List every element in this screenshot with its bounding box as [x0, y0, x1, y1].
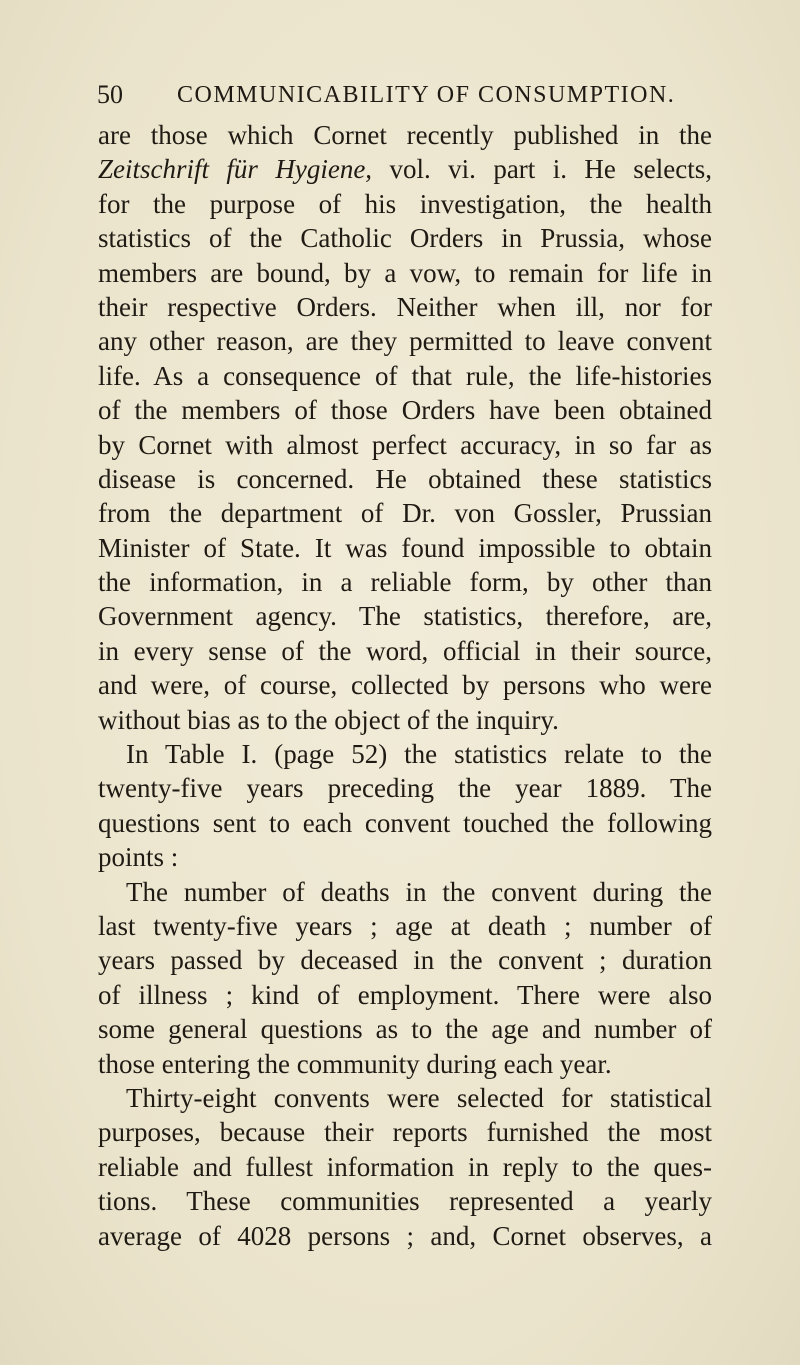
text-line: last twenty-five years ; age at death ; number of [98, 910, 712, 941]
text-line: from the department of Dr. von Gossler, Prussian [98, 498, 712, 529]
text-line: In Table I. (page 52) the statistics relate to the [126, 739, 712, 770]
text-line: some general questions as to the age and number of [98, 1014, 712, 1045]
text-line: the information, in a reliable form, by other than [98, 567, 712, 598]
text-line: purposes, because their reports furnished the most [98, 1117, 712, 1148]
text-line: of the members of those Orders have been obtained [98, 395, 712, 426]
text-line: without bias as to the object of the inquiry. [98, 704, 559, 735]
text-line: any other reason, are they permitted to leave convent [98, 326, 712, 357]
page-number: 50 [97, 80, 123, 109]
text-line: Minister of State. It was found impossible to obtain [98, 532, 712, 563]
text-line: statistics of the Catholic Orders in Prussia, whose [98, 223, 712, 254]
text-line: disease is concerned. He obtained these statistics [98, 463, 712, 494]
page-header [97, 77, 707, 113]
text-line: those entering the community during each year. [98, 1048, 612, 1079]
text-line: points : [98, 842, 179, 873]
text-line: twenty-five years preceding the year 1889. The [98, 773, 712, 804]
text-line: reliable and fullest information in reply to the ques- [98, 1151, 712, 1182]
text-line: Thirty-eight convents were selected for statistical [126, 1082, 712, 1113]
text-line: their respective Orders. Neither when ill, nor for [98, 291, 712, 322]
text-line-rest: vol. vi. part i. He selects, [372, 154, 713, 185]
text-line: are those which Cornet recently published in the [98, 120, 712, 150]
text-line: and were, of course, collected by persons who were [98, 670, 712, 701]
text-line: by Cornet with almost perfect accuracy, in so far as [98, 429, 712, 460]
text-line: Government agency. The statistics, therefore, are, [98, 601, 712, 632]
italic-journal-title: Zeitschrift für Hygiene, [98, 154, 373, 185]
text-line: years passed by deceased in the convent ; duration [98, 945, 712, 976]
text-line: members are bound, by a vow, to remain for life in [98, 257, 712, 288]
text-line [98, 152, 712, 186]
body-text [98, 118, 712, 1253]
text-line: tions. These communities represented a yearly [98, 1186, 712, 1217]
text-line: for the purpose of his investigation, the health [98, 188, 712, 219]
text-line: of illness ; kind of employment. There were also [98, 979, 712, 1010]
text-line: questions sent to each convent touched the following [98, 807, 712, 838]
text-line: life. As a consequence of that rule, the life-histories [98, 360, 712, 391]
text-line: The number of deaths in the convent during the [126, 876, 712, 907]
text-line: average of 4028 persons ; and, Cornet observes, a [98, 1220, 712, 1251]
text-line: in every sense of the word, official in their source, [98, 635, 712, 666]
running-title: COMMUNICABILITY OF CONSUMPTION. [177, 82, 676, 108]
